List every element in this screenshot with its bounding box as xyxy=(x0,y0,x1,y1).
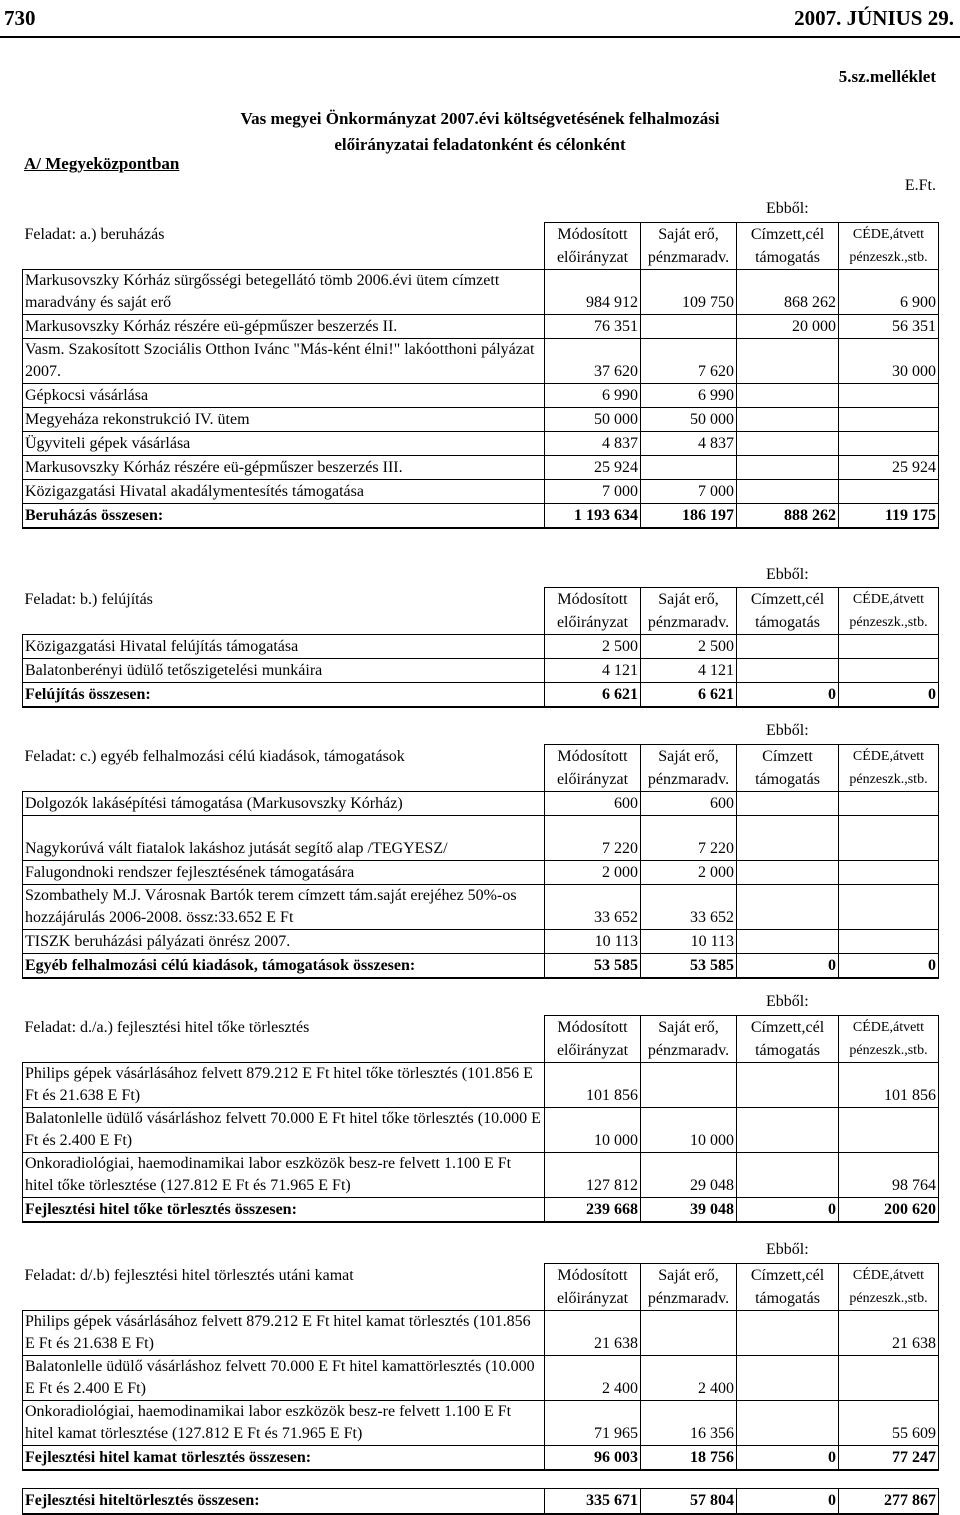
table-row: Philips gépek vásárlásához felvett 879.212 E Ft hitel kamat törlesztés (101.856 E Ft és 21.638 E Ft) 21 638 21 638 xyxy=(23,1311,939,1356)
table-row: Közigazgatási Hivatal felújítás támogatása 2 500 2 500 xyxy=(23,635,939,659)
table-row: Philips gépek vásárlásához felvett 879.212 E Ft hitel tőke törlesztés (101.856 E Ft és 21.638 E Ft) 101 856 101 856 xyxy=(23,1063,939,1108)
page-number: 730 xyxy=(4,6,36,30)
ebbol-label: Ebből: xyxy=(766,200,809,217)
table-block-da: Feladat: d./a.) fejlesztési hitel tőke törlesztés Módosított Saját erő, Címzett,cél CÉDE,átvett előirányzat pénzmaradv. támogatás pénzeszk.,stb. Philips gépek vásárlásához felvett 879.212 E Ft hitel tőke törlesztés (101.856 E Ft és 21.638 E Ft) 101 856 101 856 Balatonlelle üdülő vásárláshoz felvett 70.000 E Ft hitel tőke törlesztés (10.000 E Ft és 2.400 E Ft) 10 000 10 000 Onkoradiológiai, haemodinamikai labor eszközök besz-re felvett 1.100 E Ft hitel tőke törlesztése (127.812 E Ft és 71.965 E Ft) 127 812 29 048 98 764 Fejlesztési hitel tőke törlesztés összesen: 239 668 39 048 0 200 620 xyxy=(22,1015,939,1223)
table-row: Onkoradiológiai, haemodinamikai labor eszközök besz-re felvett 1.100 E Ft hitel kamat törlesztése (127.812 E Ft és 71.965 E Ft) 71 965 16 356 55 609 xyxy=(23,1401,939,1446)
block-heading: Feladat: c.) egyéb felhalmozási célú kiadások, támogatások xyxy=(24,748,405,765)
ebbol-label: Ebből: xyxy=(766,566,809,583)
total-row: Egyéb felhalmozási célú kiadások, támogatások összesen: 53 585 53 585 0 0 xyxy=(23,954,939,979)
table-row: Balatonlelle üdülő vásárláshoz felvett 70.000 E Ft hitel kamattörlesztés (10.000 E Ft és 2.400 E Ft) 2 400 2 400 xyxy=(23,1356,939,1401)
page-header xyxy=(0,2,960,38)
page-date: 2007. JÚNIUS 29. xyxy=(794,6,954,30)
total-row: Felújítás összesen: 6 621 6 621 0 0 xyxy=(23,683,939,708)
table-row: Onkoradiológiai, haemodinamikai labor eszközök besz-re felvett 1.100 E Ft hitel tőke törlesztése (127.812 E Ft és 71.965 E Ft) 127 812 29 048 98 764 xyxy=(23,1153,939,1198)
block-heading: Feladat: d./a.) fejlesztési hitel tőke törlesztés xyxy=(24,1019,310,1036)
table-row: Dolgozók lakásépítési támogatása (Markusovszky Kórház) 600 600 xyxy=(23,792,939,816)
unit-label: E.Ft. xyxy=(904,177,936,194)
total-row: Fejlesztési hitel tőke törlesztés összesen: 239 668 39 048 0 200 620 xyxy=(23,1198,939,1223)
ebbol-label: Ebből: xyxy=(766,993,809,1010)
table-block-c: Feladat: c.) egyéb felhalmozási célú kiadások, támogatások Módosított Saját erő, Címzett CÉDE,átvett előirányzat pénzmaradv. támogatás pénzeszk.,stb. Dolgozók lakásépítési támogatása (Markusovszky Kórház) 600 600 Nagykorúvá vált fiatalok lakáshoz jutását segítő alap /TEGYESZ/ 7 220 7 220 Falugondnoki rendszer fejlesztésének támogatására 2 000 2 000 Szombathely M.J. Városnak Bartók terem címzett tám.saját erejéhez 50%-os hozzájárulás 2006-2008. össz:33.652 E Ft 33 652 33 652 TISZK beruházási pályázati önrész 2007. 10 113 10 113 Egyéb felhalmozási célú kiadások, támogatások összesen: 53 585 53 585 0 0 xyxy=(22,744,939,979)
block-heading: Feladat: d/.b) fejlesztési hitel törlesztés utáni kamat xyxy=(24,1267,354,1284)
annex-label: 5.sz.melléklet xyxy=(838,67,936,86)
total-row: Beruházás összesen: 1 193 634 186 197 888 262 119 175 xyxy=(23,504,939,529)
table-row: Balatonlelle üdülő vásárláshoz felvett 70.000 E Ft hitel tőke törlesztés (10.000 E Ft és 2.400 E Ft) 10 000 10 000 xyxy=(23,1108,939,1153)
table-row: Balatonberényi üdülő tetőszigetelési munkáira 4 121 4 121 xyxy=(23,659,939,683)
table-block-a: Feladat: a.) beruházás Módosított Saját erő, Címzett,cél CÉDE,átvett előirányzat pénzmaradv. támogatás pénzeszk.,stb. Markusovszky Kórház sürgősségi betegellátó tömb 2006.évi ütem címzett maradvány és saját erő 984 912 109 750 868 262 6 900 Markusovszky Kórház részére eü-gépműszer beszerzés II. 76 351 20 000 56 351 Vasm. Szakosított Szociális Otthon Ivánc "Más-ként élni!" lakóotthoni pályázat 2007. 37 620 7 620 30 000 Gépkocsi vásárlása 6 990 6 990 Megyeháza rekonstrukció IV. ütem 50 000 50 000 Ügyviteli gépek vásárlása 4 837 4 837 Markusovszky Kórház részére eü-gépműszer beszerzés III. 25 924 25 924 Közigazgatási Hivatal akadálymentesítés támogatása 7 000 7 000 Beruházás összesen: 1 193 634 186 197 888 262 119 175 xyxy=(22,222,939,529)
section-label: A/ Megyeközpontban xyxy=(24,154,180,173)
table-row: Vasm. Szakosított Szociális Otthon Ivánc "Más-ként élni!" lakóotthoni pályázat 2007. 37 620 7 620 30 000 xyxy=(23,339,939,384)
table-row: Szombathely M.J. Városnak Bartók terem címzett tám.saját erejéhez 50%-os hozzájárulás 2006-2008. össz:33.652 E Ft 33 652 33 652 xyxy=(23,885,939,930)
block-heading: Feladat: b.) felújítás xyxy=(24,591,153,608)
table-block-db: Feladat: d/.b) fejlesztési hitel törlesztés utáni kamat Módosított Saját erő, Címzett,cél CÉDE,átvett előirányzat pénzmaradv. támogatás pénzeszk.,stb. Philips gépek vásárlásához felvett 879.212 E Ft hitel kamat törlesztés (101.856 E Ft és 21.638 E Ft) 21 638 21 638 Balatonlelle üdülő vásárláshoz felvett 70.000 E Ft hitel kamattörlesztés (10.000 E Ft és 2.400 E Ft) 2 400 2 400 Onkoradiológiai, haemodinamikai labor eszközök besz-re felvett 1.100 E Ft hitel kamat törlesztése (127.812 E Ft és 71.965 E Ft) 71 965 16 356 55 609 Fejlesztési hitel kamat törlesztés összesen: 96 003 18 756 0 77 247 xyxy=(22,1263,939,1471)
table-row: TISZK beruházási pályázati önrész 2007. 10 113 10 113 xyxy=(23,930,939,954)
block-heading: Feladat: a.) beruházás xyxy=(24,226,165,243)
table-row: Megyeháza rekonstrukció IV. ütem 50 000 50 000 xyxy=(23,408,939,432)
table-row: Közigazgatási Hivatal akadálymentesítés támogatása 7 000 7 000 xyxy=(23,480,939,504)
table-row: Falugondnoki rendszer fejlesztésének támogatására 2 000 2 000 xyxy=(23,861,939,885)
grand-total-table xyxy=(22,1488,939,1515)
table-row: Markusovszky Kórház részére eü-gépműszer beszerzés III. 25 924 25 924 xyxy=(23,456,939,480)
total-row: Fejlesztési hitel kamat törlesztés összesen: 96 003 18 756 0 77 247 xyxy=(23,1446,939,1471)
table-row: Ügyviteli gépek vásárlása 4 837 4 837 xyxy=(23,432,939,456)
document-title: Vas megyei Önkormányzat 2007.évi költségvetésének felhalmozási előirányzatai feladatonként és célonként xyxy=(240,109,720,154)
grand-total-row: Fejlesztési hiteltörlesztés összesen: 335 671 57 804 0 277 867 xyxy=(23,1489,939,1515)
ebbol-label: Ebből: xyxy=(766,722,809,739)
table-row: Markusovszky Kórház sürgősségi betegellátó tömb 2006.évi ütem címzett maradvány és saját erő 984 912 109 750 868 262 6 900 xyxy=(23,270,939,315)
table-row: Gépkocsi vásárlása 6 990 6 990 xyxy=(23,384,939,408)
table-row: Nagykorúvá vált fiatalok lakáshoz jutását segítő alap /TEGYESZ/ 7 220 7 220 xyxy=(23,816,939,861)
ebbol-label: Ebből: xyxy=(766,1241,809,1258)
table-block-b: Feladat: b.) felújítás Módosított Saját erő, Címzett,cél CÉDE,átvett előirányzat pénzmaradv. támogatás pénzeszk.,stb. Közigazgatási Hivatal felújítás támogatása 2 500 2 500 Balatonberényi üdülő tetőszigetelési munkáira 4 121 4 121 Felújítás összesen: 6 621 6 621 0 0 xyxy=(22,587,939,708)
table-row: Markusovszky Kórház részére eü-gépműszer beszerzés II. 76 351 20 000 56 351 xyxy=(23,315,939,339)
